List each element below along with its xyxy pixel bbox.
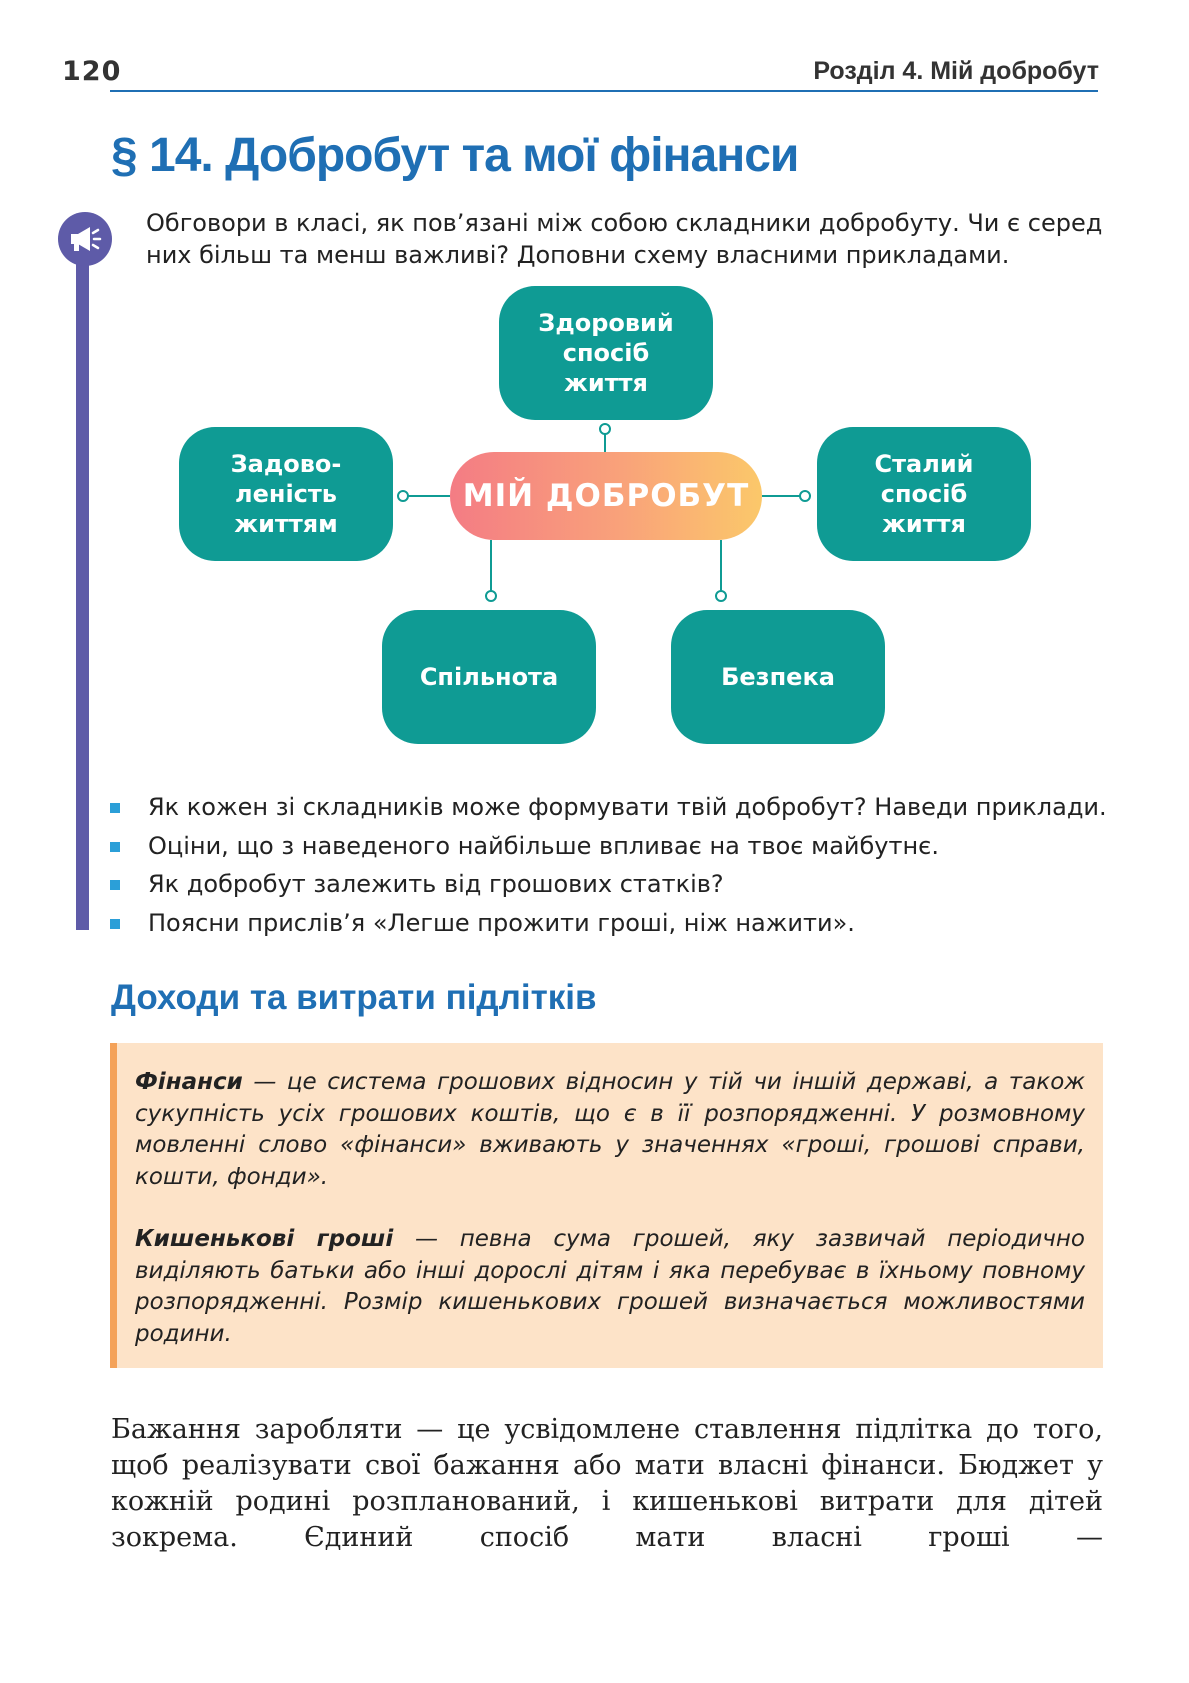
node-community: Спільнота: [382, 610, 596, 744]
connector-left: [403, 495, 450, 497]
body-paragraph: Бажання заробляти — це усвідомлене ставлення підлітка до того, щоб реалізувати свої бажання або мати власні фінанси. Бюджет у кожній родині розпланований, і кишенькові витрати для дітей зокрема. Єдиний спосіб мати власні гроші —: [111, 1414, 1103, 1553]
megaphone-icon: [58, 212, 112, 266]
square-bullet-icon: [110, 803, 120, 813]
header-divider: [110, 90, 1098, 92]
connector-bottom-left: [490, 540, 492, 595]
list-item: Поясни прислів’я «Легше прожити гроші, ніж нажити».: [110, 904, 1110, 943]
node-my-wellbeing: МІЙ ДОБРОБУТ: [450, 452, 762, 540]
section-title: § 14. Добробут та мої фінанси: [111, 129, 799, 182]
square-bullet-icon: [110, 919, 120, 929]
square-bullet-icon: [110, 842, 120, 852]
definition-text: — певна сума грошей, яку зазвичай періодично виділяють батьки або інші дорослі дітям і яка перебуває в їхньому повному розпорядженні. Розмір кишенькових грошей визначається можливостями родини.: [135, 1226, 1085, 1347]
square-bullet-icon: [110, 880, 120, 890]
subheading: Доходи та витрати підлітків: [111, 978, 597, 1017]
list-item: Як добробут залежить від грошових статків?: [110, 865, 1110, 904]
node-safety: Безпека: [671, 610, 885, 744]
node-healthy-lifestyle: Здоровий спосіб життя: [499, 286, 713, 420]
connector-dot-bottom-right: [715, 590, 727, 602]
connector-dot-bottom-left: [485, 590, 497, 602]
page-number: 120: [62, 56, 122, 87]
node-life-satisfaction: Задово- леність життям: [179, 427, 393, 561]
list-item: Оціни, що з наведеного найбільше впливає на твоє майбутнє.: [110, 827, 1110, 866]
question-list: [110, 788, 1110, 942]
connector-dot-right: [799, 490, 811, 502]
chapter-title: Розділ 4. Мій добробут: [813, 57, 1099, 85]
discussion-side-bar: [76, 240, 89, 930]
definitions-box: [110, 1043, 1103, 1368]
list-item: Як кожен зі складників може формувати твій добробут? Наведи приклади.: [110, 788, 1110, 827]
definition-term: Кишенькові гроші: [135, 1226, 394, 1252]
definition: [135, 1224, 1085, 1350]
connector-dot-left: [397, 490, 409, 502]
definition: [135, 1067, 1085, 1193]
definition-term: Фінанси: [135, 1069, 243, 1095]
discussion-intro: Обговори в класі, як пов’язані між собою складники добробуту. Чи є серед них більш та менш важливі? Доповни схему власними прикладами.: [146, 209, 1103, 269]
node-sustainable-lifestyle: Сталий спосіб життя: [817, 427, 1031, 561]
connector-bottom-right: [720, 540, 722, 595]
definition-text: — це система грошових відносин у тій чи іншій державі, а також сукупність усіх грошових коштів, що є в її розпорядженні. У розмовному мовленні слово «фінанси» вживають у значеннях «гроші, грошові справи, кошти, фонди».: [135, 1069, 1085, 1190]
connector-dot-top: [599, 423, 611, 435]
